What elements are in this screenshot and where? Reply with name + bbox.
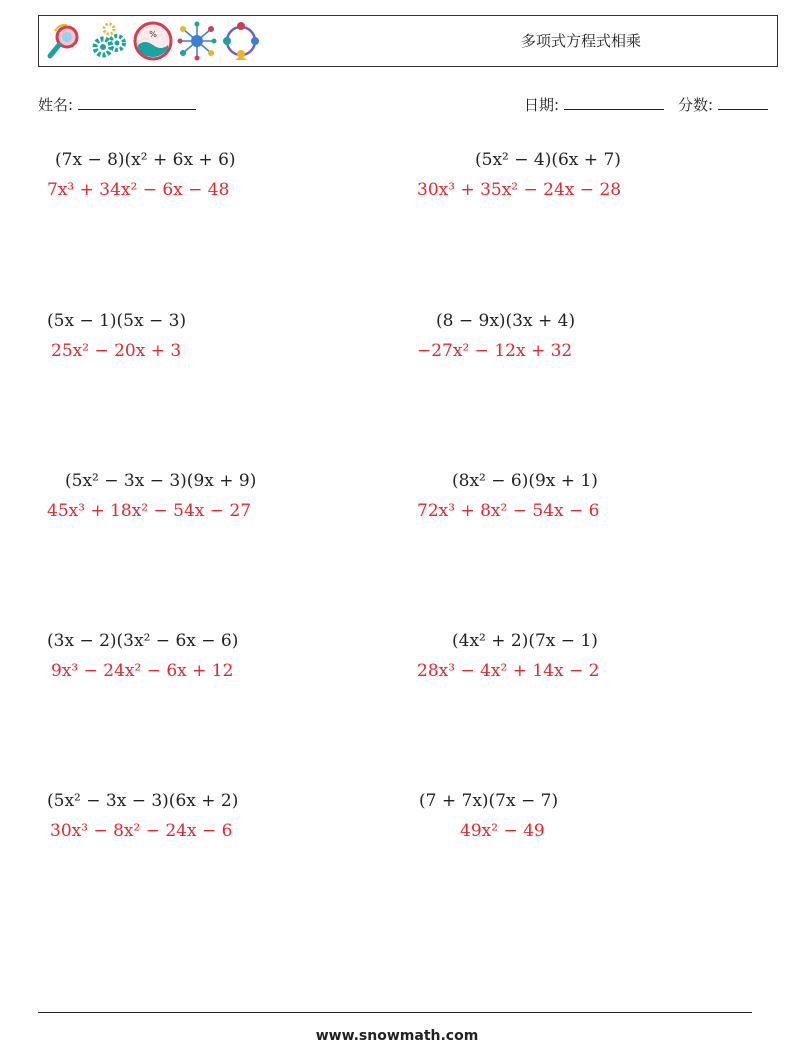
svg-text:%: % [149,30,157,39]
problem-4-answer: −27x² − 12x + 32 [417,341,573,361]
problem-9-answer: 30x³ − 8x² − 24x − 6 [50,821,233,841]
magnifier-icon [45,21,85,61]
problem-3-question: (5x − 1)(5x − 3) [47,311,187,331]
problem-4-question: (8 − 9x)(3x + 4) [436,311,576,331]
percent-chart-icon [133,21,173,61]
problem-8-question: (4x² + 2)(7x − 1) [452,631,598,651]
date-blank[interactable] [564,95,664,110]
problem-8-answer: 28x³ − 4x² + 14x − 2 [417,661,600,681]
footer-divider [38,1012,752,1013]
problem-7-answer: 9x³ − 24x² − 6x + 12 [51,661,234,681]
problem-5-answer: 45x³ + 18x² − 54x − 27 [47,501,252,521]
name-label: 姓名: [38,96,74,114]
worksheet-title: 多项式方程式相乘 [521,32,642,50]
network-icon [177,21,217,61]
people-cycle-icon [221,21,261,61]
worksheet-header [38,15,778,67]
problem-10-answer: 49x² − 49 [460,821,545,841]
gears-icon [89,21,129,61]
problem-3-answer: 25x² − 20x + 3 [51,341,182,361]
problem-5-question: (5x² − 3x − 3)(9x + 9) [65,471,257,491]
problem-9-question: (5x² − 3x − 3)(6x + 2) [47,791,239,811]
problem-1-question: (7x − 8)(x² + 6x + 6) [55,150,236,170]
footer-url[interactable]: www.snowmath.com [315,1028,479,1044]
score-field [678,94,768,115]
score-blank[interactable] [718,95,768,110]
date-field [524,94,664,115]
problem-10-question: (7 + 7x)(7x − 7) [419,791,559,811]
problem-6-answer: 72x³ + 8x² − 54x − 6 [417,501,600,521]
name-blank[interactable] [78,95,196,110]
problem-6-question: (8x² − 6)(9x + 1) [452,471,598,491]
problem-7-question: (3x − 2)(3x² − 6x − 6) [47,631,239,651]
date-label: 日期: [524,96,560,114]
score-label: 分数: [678,96,714,114]
header-icons [45,21,261,61]
name-field [38,94,196,115]
problem-2-question: (5x² − 4)(6x + 7) [475,150,621,170]
problem-2-answer: 30x³ + 35x² − 24x − 28 [417,180,622,200]
problem-1-answer: 7x³ + 34x² − 6x − 48 [47,180,230,200]
